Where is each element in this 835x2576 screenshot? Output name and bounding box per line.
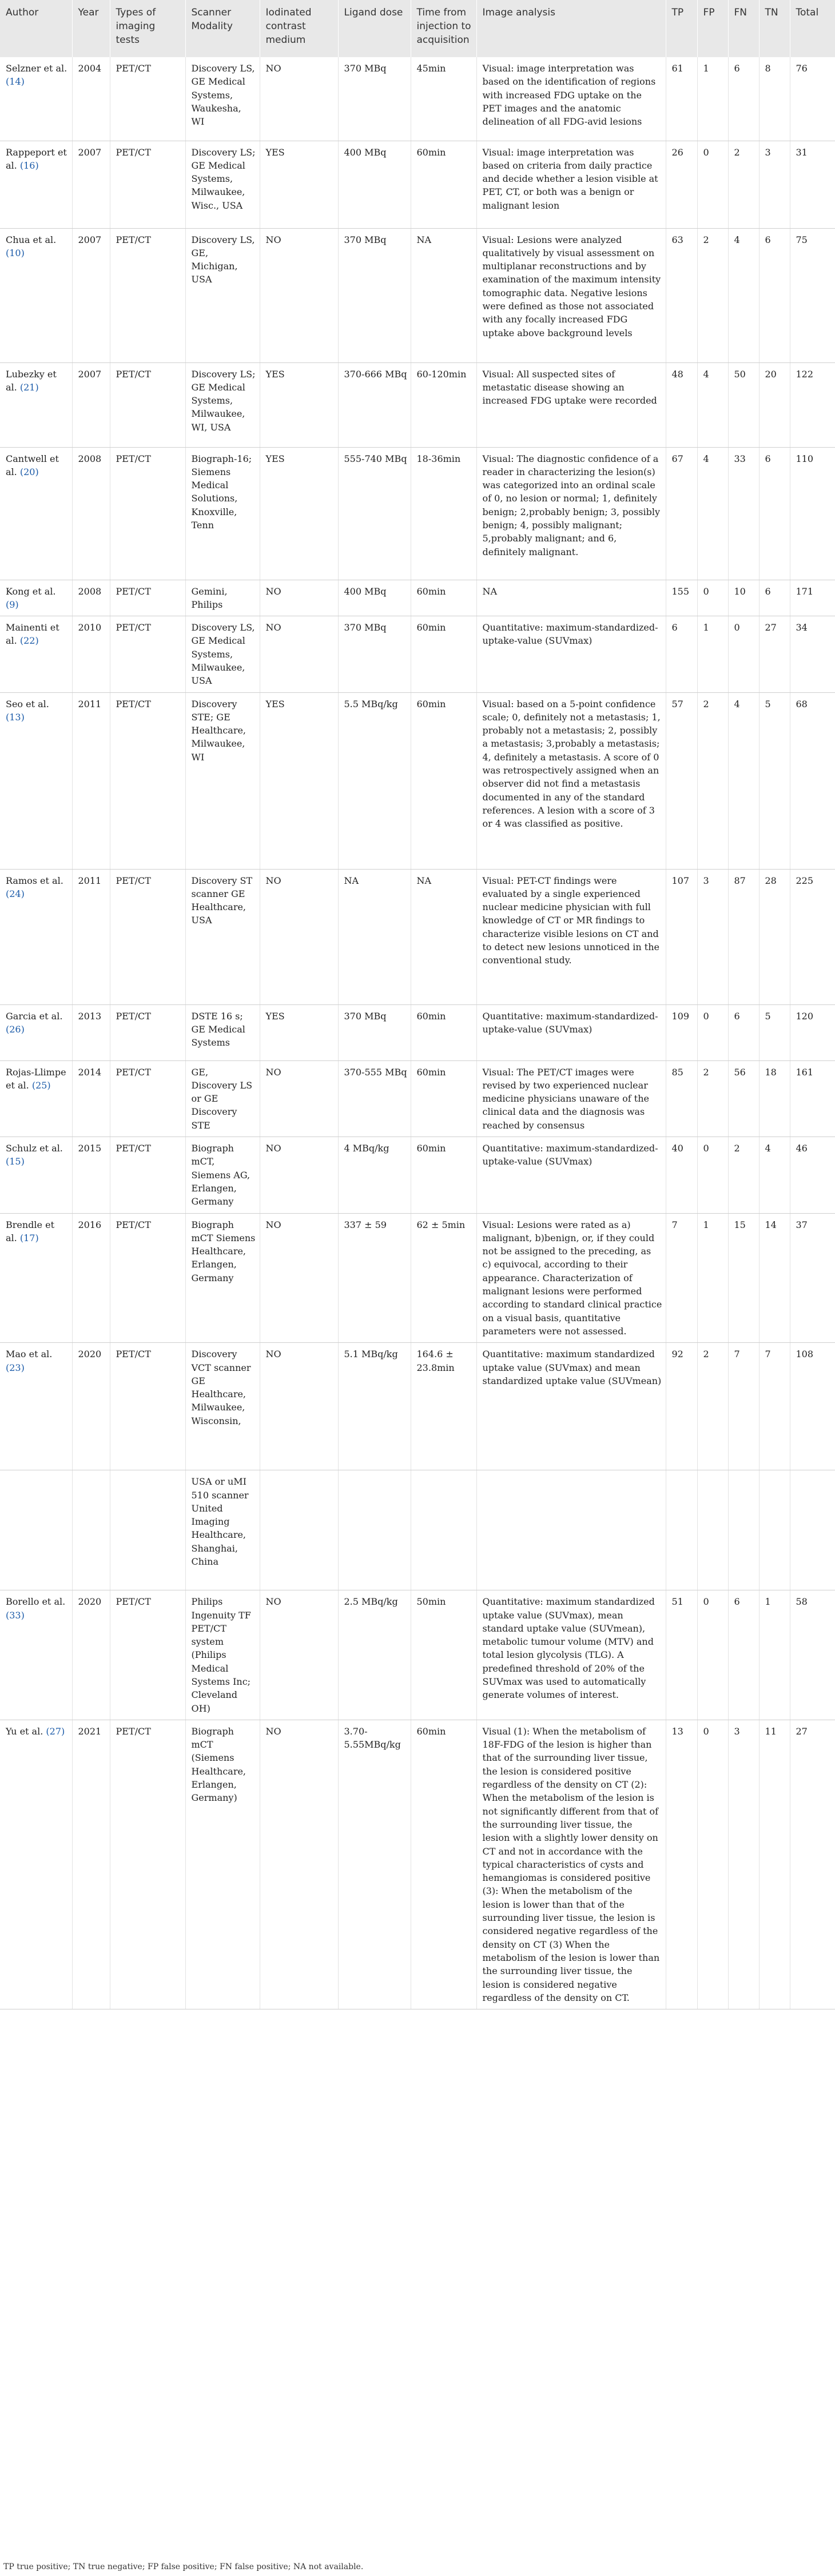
cell-year xyxy=(72,1470,110,1590)
cell-tn: 6 xyxy=(759,447,790,580)
cell-scanner: Discovery VCT scanner GE Healthcare, Milwaukee, Wisconsin, xyxy=(185,1343,260,1470)
cell-analysis: Quantitative: maximum-standardized-uptake-value (SUVmax) xyxy=(476,1137,666,1213)
table-row xyxy=(0,57,835,141)
cell-contrast: YES xyxy=(260,692,338,869)
cell-time: 60min xyxy=(411,1060,476,1137)
cell-total: 171 xyxy=(790,580,835,616)
table-row xyxy=(0,692,835,869)
cell-fn: 10 xyxy=(728,580,759,616)
column-header-time: Time from injection to acquisition xyxy=(411,0,476,57)
reference-link[interactable]: (14) xyxy=(6,76,25,87)
table-row xyxy=(0,1470,835,1590)
cell-type xyxy=(110,1470,185,1590)
cell-tn: 6 xyxy=(759,228,790,362)
cell-dose: 370-555 MBq xyxy=(338,1060,411,1137)
table-row xyxy=(0,869,835,1004)
author-name: Brendle et al. xyxy=(6,1219,54,1243)
cell-year: 2007 xyxy=(72,228,110,362)
cell-analysis: Visual: The PET/CT images were revised by two experienced nuclear medicine physicians unaware of the clinical data and the diagnosis was reached by consensus xyxy=(476,1060,666,1137)
cell-dose: NA xyxy=(338,869,411,1004)
cell-author xyxy=(0,616,72,692)
cell-fp: 0 xyxy=(697,141,728,228)
cell-fp: 1 xyxy=(697,1213,728,1343)
cell-scanner: Discovery LS; GE Medical Systems, Milwaukee, WI, USA xyxy=(185,362,260,447)
cell-scanner: Discovery LS; GE Medical Systems, Milwaukee, Wisc., USA xyxy=(185,141,260,228)
cell-total: 122 xyxy=(790,362,835,447)
cell-author xyxy=(0,362,72,447)
column-header-contrast: Iodinated contrast medium xyxy=(260,0,338,57)
cell-scanner: Philips Ingenuity TF PET/CT system (Philips Medical Systems Inc; Cleveland OH) xyxy=(185,1590,260,1720)
author-name: Chua et al. xyxy=(6,234,57,245)
cell-author xyxy=(0,228,72,362)
cell-tp: 61 xyxy=(666,57,697,141)
cell-scanner: Discovery LS, GE, Michigan, USA xyxy=(185,228,260,362)
cell-fn: 0 xyxy=(728,616,759,692)
cell-tn xyxy=(759,1470,790,1590)
column-header-total: Total xyxy=(790,0,835,57)
cell-scanner: GE, Discovery LS or GE Discovery STE xyxy=(185,1060,260,1137)
column-header-type: Types of imaging tests xyxy=(110,0,185,57)
cell-type: PET/CT xyxy=(110,447,185,580)
cell-contrast: NO xyxy=(260,1343,338,1470)
cell-tn: 4 xyxy=(759,1137,790,1213)
author-name: Seo et al. xyxy=(6,698,49,709)
cell-dose: 400 MBq xyxy=(338,141,411,228)
reference-link[interactable]: (17) xyxy=(19,1232,39,1243)
cell-tp: 7 xyxy=(666,1213,697,1343)
cell-tp: 6 xyxy=(666,616,697,692)
cell-contrast: NO xyxy=(260,57,338,141)
table-header-row xyxy=(0,0,835,57)
column-header-scanner: Scanner Modality xyxy=(185,0,260,57)
reference-link[interactable]: (33) xyxy=(6,1609,25,1621)
cell-total: 37 xyxy=(790,1213,835,1343)
cell-year: 2021 xyxy=(72,1720,110,2009)
cell-total: 108 xyxy=(790,1343,835,1470)
cell-type: PET/CT xyxy=(110,869,185,1004)
cell-contrast: NO xyxy=(260,1720,338,2009)
cell-scanner: Biograph mCT Siemens Healthcare, Erlangen, Germany xyxy=(185,1213,260,1343)
cell-type: PET/CT xyxy=(110,1720,185,2009)
cell-analysis: Visual (1): When the metabolism of 18F-FDG of the lesion is higher than that of the surrounding liver tissue, the lesion is considered positive regardless of the density on CT (2): When the metabolism of the lesion is not significantly different from that of the surrounding liver tissue, the lesion with a slightly lower density on CT and not in accordance with the typical characteristics of cysts and hemangiomas is considered positive (3): When the metabolism of the lesion is lower than that of the surrounding liver tissue, the lesion is considered negative regardless of the density on CT (3) When the metabolism of the lesion is lower than the surrounding liver tissue, the lesion is considered negative regardless of the density on CT. xyxy=(476,1720,666,2009)
cell-year: 2010 xyxy=(72,616,110,692)
cell-analysis: NA xyxy=(476,580,666,616)
cell-contrast: NO xyxy=(260,869,338,1004)
cell-fn: 2 xyxy=(728,141,759,228)
cell-fn: 2 xyxy=(728,1137,759,1213)
cell-tn: 5 xyxy=(759,692,790,869)
cell-analysis: Quantitative: maximum standardized uptake value (SUVmax), mean standard uptake value (SUVmean), metabolic tumour volume (MTV) and total lesion glycolysis (TLG). A predefined threshold of 20% of the SUVmax was used to automatically generate volumes of interest. xyxy=(476,1590,666,1720)
cell-time: 60-120min xyxy=(411,362,476,447)
cell-time: 60min xyxy=(411,692,476,869)
cell-type: PET/CT xyxy=(110,228,185,362)
cell-dose: 3.70-5.55MBq/kg xyxy=(338,1720,411,2009)
reference-link[interactable]: (26) xyxy=(6,1023,25,1035)
cell-fp: 2 xyxy=(697,228,728,362)
cell-scanner: Discovery ST scanner GE Healthcare, USA xyxy=(185,869,260,1004)
cell-dose: 370-666 MBq xyxy=(338,362,411,447)
cell-tn: 20 xyxy=(759,362,790,447)
reference-link[interactable]: (25) xyxy=(31,1079,51,1091)
cell-tn: 3 xyxy=(759,141,790,228)
reference-link[interactable]: (27) xyxy=(46,1725,65,1737)
author-name: Mao et al. xyxy=(6,1349,53,1360)
cell-fp: 1 xyxy=(697,57,728,141)
table-row xyxy=(0,141,835,228)
cell-analysis: Quantitative: maximum-standardized-uptake-value (SUVmax) xyxy=(476,616,666,692)
reference-link[interactable]: (10) xyxy=(6,247,25,258)
cell-year: 2008 xyxy=(72,580,110,616)
cell-scanner: DSTE 16 s; GE Medical Systems xyxy=(185,1004,260,1060)
cell-dose: 555-740 MBq xyxy=(338,447,411,580)
cell-contrast: NO xyxy=(260,616,338,692)
author-name: Selzner et al. xyxy=(6,63,67,74)
cell-analysis: Quantitative: maximum standardized uptake value (SUVmax) and mean standardized uptake value (SUVmean) xyxy=(476,1343,666,1470)
author-name: Ramos et al. xyxy=(6,875,63,886)
cell-total: 58 xyxy=(790,1590,835,1720)
cell-fp: 2 xyxy=(697,1060,728,1137)
cell-scanner: Biograph-16; Siemens Medical Solutions, Knoxville, Tenn xyxy=(185,447,260,580)
cell-dose xyxy=(338,1470,411,1590)
cell-author xyxy=(0,1213,72,1343)
cell-fp: 0 xyxy=(697,1590,728,1720)
cell-tn: 18 xyxy=(759,1060,790,1137)
table-body xyxy=(0,57,835,2009)
cell-contrast: YES xyxy=(260,1004,338,1060)
cell-time: 60min xyxy=(411,1004,476,1060)
reference-link[interactable]: (20) xyxy=(19,466,39,477)
author-name: Rojas-Llimpe et al. xyxy=(6,1066,66,1091)
cell-scanner: USA or uMI 510 scanner United Imaging Healthcare, Shanghai, China xyxy=(185,1470,260,1590)
cell-dose: 370 MBq xyxy=(338,228,411,362)
cell-year: 2014 xyxy=(72,1060,110,1137)
cell-fn: 4 xyxy=(728,692,759,869)
cell-author xyxy=(0,869,72,1004)
cell-tp xyxy=(666,1470,697,1590)
cell-year: 2008 xyxy=(72,447,110,580)
column-header-author: Author xyxy=(0,0,72,57)
cell-contrast: NO xyxy=(260,228,338,362)
author-name: Kong et al. xyxy=(6,585,56,597)
cell-author xyxy=(0,692,72,869)
cell-contrast: NO xyxy=(260,1060,338,1137)
cell-scanner: Discovery LS, GE Medical Systems, Waukesha, WI xyxy=(185,57,260,141)
cell-year: 2007 xyxy=(72,141,110,228)
cell-analysis: Quantitative: maximum-standardized-uptake-value (SUVmax) xyxy=(476,1004,666,1060)
table-row xyxy=(0,1004,835,1060)
table-row xyxy=(0,228,835,362)
cell-type: PET/CT xyxy=(110,1343,185,1470)
author-name: Cantwell et al. xyxy=(6,453,59,477)
reference-link[interactable]: (23) xyxy=(6,1362,25,1373)
cell-contrast: NO xyxy=(260,1213,338,1343)
cell-type: PET/CT xyxy=(110,1213,185,1343)
cell-year: 2013 xyxy=(72,1004,110,1060)
cell-time: 60min xyxy=(411,1720,476,2009)
cell-tn: 28 xyxy=(759,869,790,1004)
cell-tn: 14 xyxy=(759,1213,790,1343)
cell-author xyxy=(0,1060,72,1137)
cell-analysis: Visual: Lesions were analyzed qualitatively by visual assessment on multiplanar reconstructions and by examination of the maximum intensity tomographic data. Negative lesions were defined as those not associated with any focally increased FDG uptake above background levels xyxy=(476,228,666,362)
cell-fp: 3 xyxy=(697,869,728,1004)
cell-author xyxy=(0,1004,72,1060)
cell-type: PET/CT xyxy=(110,692,185,869)
cell-year: 2016 xyxy=(72,1213,110,1343)
cell-fp: 2 xyxy=(697,692,728,869)
cell-total: 34 xyxy=(790,616,835,692)
cell-dose: 370 MBq xyxy=(338,616,411,692)
cell-year: 2011 xyxy=(72,869,110,1004)
cell-total: 68 xyxy=(790,692,835,869)
cell-year: 2015 xyxy=(72,1137,110,1213)
cell-author xyxy=(0,1590,72,1720)
cell-analysis: Visual: Lesions were rated as a) malignant, b)benign, or, if they could not be assigned to the preceding, as c) equivocal, according to their appearance. Characterization of malignant lesions were performed according to standard clinical practice on a visual basis, quantitative parameters were not assessed. xyxy=(476,1213,666,1343)
cell-fn: 6 xyxy=(728,57,759,141)
cell-dose: 337 ± 59 xyxy=(338,1213,411,1343)
cell-tp: 63 xyxy=(666,228,697,362)
table-row xyxy=(0,1343,835,1470)
cell-total: 225 xyxy=(790,869,835,1004)
cell-fp: 0 xyxy=(697,1137,728,1213)
cell-year: 2011 xyxy=(72,692,110,869)
cell-fp: 0 xyxy=(697,1004,728,1060)
cell-tn: 11 xyxy=(759,1720,790,2009)
cell-time: 60min xyxy=(411,1137,476,1213)
cell-contrast: NO xyxy=(260,580,338,616)
cell-total: 161 xyxy=(790,1060,835,1137)
cell-scanner: Gemini, Philips xyxy=(185,580,260,616)
cell-time: 18-36min xyxy=(411,447,476,580)
author-name: Rappeport et al. xyxy=(6,146,67,171)
cell-time: 45min xyxy=(411,57,476,141)
cell-time: NA xyxy=(411,228,476,362)
cell-total: 46 xyxy=(790,1137,835,1213)
cell-dose: 370 MBq xyxy=(338,1004,411,1060)
cell-contrast: NO xyxy=(260,1590,338,1720)
reference-link[interactable]: (9) xyxy=(6,599,19,610)
cell-time: 62 ± 5min xyxy=(411,1213,476,1343)
cell-total: 75 xyxy=(790,228,835,362)
cell-type: PET/CT xyxy=(110,1004,185,1060)
cell-tp: 85 xyxy=(666,1060,697,1137)
column-header-tp: TP xyxy=(666,0,697,57)
cell-fp: 4 xyxy=(697,447,728,580)
cell-type: PET/CT xyxy=(110,141,185,228)
cell-total: 31 xyxy=(790,141,835,228)
author-name: Borello et al. xyxy=(6,1596,66,1608)
cell-contrast: YES xyxy=(260,362,338,447)
cell-total: 27 xyxy=(790,1720,835,2009)
column-header-dose: Ligand dose xyxy=(338,0,411,57)
cell-type: PET/CT xyxy=(110,1060,185,1137)
cell-analysis: Visual: The diagnostic confidence of a reader in characterizing the lesion(s) was categorized into an ordinal scale of 0, no lesion or normal; 1, definitely benign; 2,probably benign; 3, possibly benign; 4, possibly malignant; 5,probably malignant; and 6, definitely malignant. xyxy=(476,447,666,580)
cell-tn: 27 xyxy=(759,616,790,692)
cell-fn: 4 xyxy=(728,228,759,362)
cell-dose: 2.5 MBq/kg xyxy=(338,1590,411,1720)
cell-year: 2020 xyxy=(72,1343,110,1470)
reference-link[interactable]: (24) xyxy=(6,888,25,899)
cell-analysis: Visual: PET-CT findings were evaluated by a single experienced nuclear medicine physician with full knowledge of CT or MR findings to characterize visible lesions on CT and to detect new lesions unnoticed in the conventional study. xyxy=(476,869,666,1004)
cell-year: 2007 xyxy=(72,362,110,447)
cell-tp: 57 xyxy=(666,692,697,869)
cell-fp: 0 xyxy=(697,580,728,616)
table-row xyxy=(0,1720,835,2009)
cell-fn: 6 xyxy=(728,1004,759,1060)
cell-scanner: Biograph mCT, Siemens AG, Erlangen, Germany xyxy=(185,1137,260,1213)
cell-fp: 0 xyxy=(697,1720,728,2009)
cell-fn: 87 xyxy=(728,869,759,1004)
cell-tp: 48 xyxy=(666,362,697,447)
cell-fn: 33 xyxy=(728,447,759,580)
cell-fp: 1 xyxy=(697,616,728,692)
column-header-analysis: Image analysis xyxy=(476,0,666,57)
column-header-year: Year xyxy=(72,0,110,57)
table-footnote: TP true positive; TN true negative; FP false positive; FN false positive; NA not available. xyxy=(3,2562,364,2571)
cell-dose: 5.1 MBq/kg xyxy=(338,1343,411,1470)
cell-author xyxy=(0,1343,72,1470)
cell-dose: 370 MBq xyxy=(338,57,411,141)
cell-tp: 40 xyxy=(666,1137,697,1213)
column-header-fp: FP xyxy=(697,0,728,57)
table-row xyxy=(0,616,835,692)
cell-fn: 7 xyxy=(728,1343,759,1470)
cell-author xyxy=(0,1137,72,1213)
cell-contrast: YES xyxy=(260,141,338,228)
cell-tp: 155 xyxy=(666,580,697,616)
table-row xyxy=(0,1060,835,1137)
cell-tn: 6 xyxy=(759,580,790,616)
cell-analysis: Visual: All suspected sites of metastatic disease showing an increased FDG uptake were recorded xyxy=(476,362,666,447)
cell-time: 60min xyxy=(411,580,476,616)
cell-type: PET/CT xyxy=(110,362,185,447)
cell-tp: 13 xyxy=(666,1720,697,2009)
cell-tp: 92 xyxy=(666,1343,697,1470)
cell-total: 110 xyxy=(790,447,835,580)
cell-fp: 2 xyxy=(697,1343,728,1470)
cell-author xyxy=(0,447,72,580)
cell-time: 164.6 ± 23.8min xyxy=(411,1343,476,1470)
cell-dose: 400 MBq xyxy=(338,580,411,616)
cell-year: 2020 xyxy=(72,1590,110,1720)
cell-tn: 1 xyxy=(759,1590,790,1720)
cell-fp xyxy=(697,1470,728,1590)
cell-analysis: Visual: image interpretation was based on criteria from daily practice and decide whether a lesion visible at PET, CT, or both was a benign or malignant lesion xyxy=(476,141,666,228)
cell-contrast xyxy=(260,1470,338,1590)
cell-time: 60min xyxy=(411,141,476,228)
cell-fn: 50 xyxy=(728,362,759,447)
table-row xyxy=(0,1590,835,1720)
cell-author xyxy=(0,141,72,228)
author-name: Lubezky et al. xyxy=(6,368,57,393)
table-row xyxy=(0,362,835,447)
cell-total: 76 xyxy=(790,57,835,141)
table-row xyxy=(0,1213,835,1343)
cell-fn xyxy=(728,1470,759,1590)
cell-tp: 26 xyxy=(666,141,697,228)
cell-author xyxy=(0,57,72,141)
author-name: Garcia et al. xyxy=(6,1010,63,1022)
cell-tp: 109 xyxy=(666,1004,697,1060)
reference-link[interactable]: (16) xyxy=(19,159,39,171)
cell-tn: 8 xyxy=(759,57,790,141)
cell-type: PET/CT xyxy=(110,57,185,141)
reference-link[interactable]: (21) xyxy=(19,381,39,393)
table-row xyxy=(0,447,835,580)
cell-author xyxy=(0,1470,72,1590)
column-header-tn: TN xyxy=(759,0,790,57)
cell-dose: 5.5 MBq/kg xyxy=(338,692,411,869)
cell-time: 50min xyxy=(411,1590,476,1720)
reference-link[interactable]: (13) xyxy=(6,711,25,723)
author-name: Yu et al. xyxy=(6,1725,43,1737)
cell-tp: 51 xyxy=(666,1590,697,1720)
cell-type: PET/CT xyxy=(110,580,185,616)
reference-link[interactable]: (22) xyxy=(19,635,39,647)
cell-contrast: NO xyxy=(260,1137,338,1213)
cell-tn: 7 xyxy=(759,1343,790,1470)
cell-author xyxy=(0,580,72,616)
cell-analysis xyxy=(476,1470,666,1590)
cell-fn: 6 xyxy=(728,1590,759,1720)
cell-author xyxy=(0,1720,72,2009)
cell-tn: 5 xyxy=(759,1004,790,1060)
cell-year: 2004 xyxy=(72,57,110,141)
cell-analysis: Visual: based on a 5-point confidence scale; 0, definitely not a metastasis; 1, probably not a metastasis; 2, possibly a metastasis; 3,probably a metastasis; 4, definitely a metastasis. A score of 0 was retrospectively assigned when an observer did not find a metastasis documented in any of the standard references. A lesion with a score of 3 or 4 was classified as positive. xyxy=(476,692,666,869)
author-name: Schulz et al. xyxy=(6,1143,63,1154)
cell-type: PET/CT xyxy=(110,616,185,692)
cell-fp: 4 xyxy=(697,362,728,447)
table-row xyxy=(0,1137,835,1213)
cell-type: PET/CT xyxy=(110,1590,185,1720)
cell-time xyxy=(411,1470,476,1590)
cell-fn: 15 xyxy=(728,1213,759,1343)
table-row xyxy=(0,580,835,616)
cell-scanner: Discovery STE; GE Healthcare, Milwaukee, WI xyxy=(185,692,260,869)
cell-time: NA xyxy=(411,869,476,1004)
cell-dose: 4 MBq/kg xyxy=(338,1137,411,1213)
reference-link[interactable]: (15) xyxy=(6,1156,25,1167)
cell-tp: 67 xyxy=(666,447,697,580)
cell-fn: 3 xyxy=(728,1720,759,2009)
cell-analysis: Visual: image interpretation was based on the identification of regions with increased FDG uptake on the PET images and the anatomic delineation of all FDG-avid lesions xyxy=(476,57,666,141)
cell-total: 120 xyxy=(790,1004,835,1060)
cell-type: PET/CT xyxy=(110,1137,185,1213)
cell-fn: 56 xyxy=(728,1060,759,1137)
cell-time: 60min xyxy=(411,616,476,692)
cell-tp: 107 xyxy=(666,869,697,1004)
cell-scanner: Biograph mCT (Siemens Healthcare, Erlangen, Germany) xyxy=(185,1720,260,2009)
cell-total xyxy=(790,1470,835,1590)
cell-scanner: Discovery LS, GE Medical Systems, Milwaukee, USA xyxy=(185,616,260,692)
column-header-fn: FN xyxy=(728,0,759,57)
cell-contrast: YES xyxy=(260,447,338,580)
author-name: Mainenti et al. xyxy=(6,622,59,647)
